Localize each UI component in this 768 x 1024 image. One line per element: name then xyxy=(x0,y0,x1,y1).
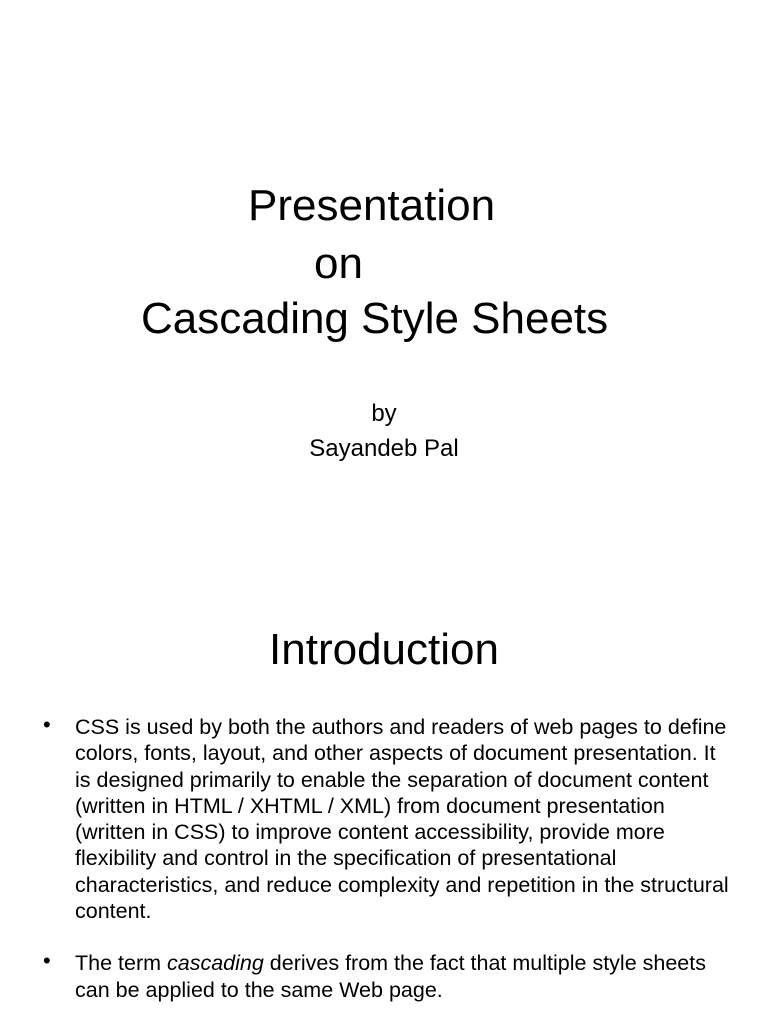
bullet-text-emphasis: cascading xyxy=(167,951,264,976)
bullet-text-prefix: The term xyxy=(75,951,167,976)
bullet-icon: • xyxy=(43,948,51,974)
introduction-bullet-list xyxy=(43,714,733,1024)
bullet-item-css-purpose xyxy=(43,714,733,924)
by-label: by xyxy=(371,400,397,427)
presentation-title-line-3: Cascading Style Sheets xyxy=(141,294,609,343)
presentation-title-line-1: Presentation xyxy=(248,181,496,230)
bullet-icon: • xyxy=(43,712,51,737)
bullet-item-cascading-term xyxy=(43,950,733,1003)
bullet-text: CSS is used by both the authors and readers of web pages to define colors, fonts, layout, and other aspects of document presentation. It is designed primarily to enable the separation of document content (written in HTML / XHTML / XML) from document presentation (written in CSS) to improve content accessibility, provide more flexibility and control in the specification of presentational characteristics, and reduce complexity and repetition in the structural content. xyxy=(75,715,729,924)
presentation-title-line-2: on xyxy=(314,239,363,288)
bullet-text-suffix: derives from the fact that multiple style sheets can be applied to the same Web page. xyxy=(75,951,706,1002)
author-name: Sayandeb Pal xyxy=(309,435,459,462)
introduction-heading: Introduction xyxy=(269,625,499,674)
